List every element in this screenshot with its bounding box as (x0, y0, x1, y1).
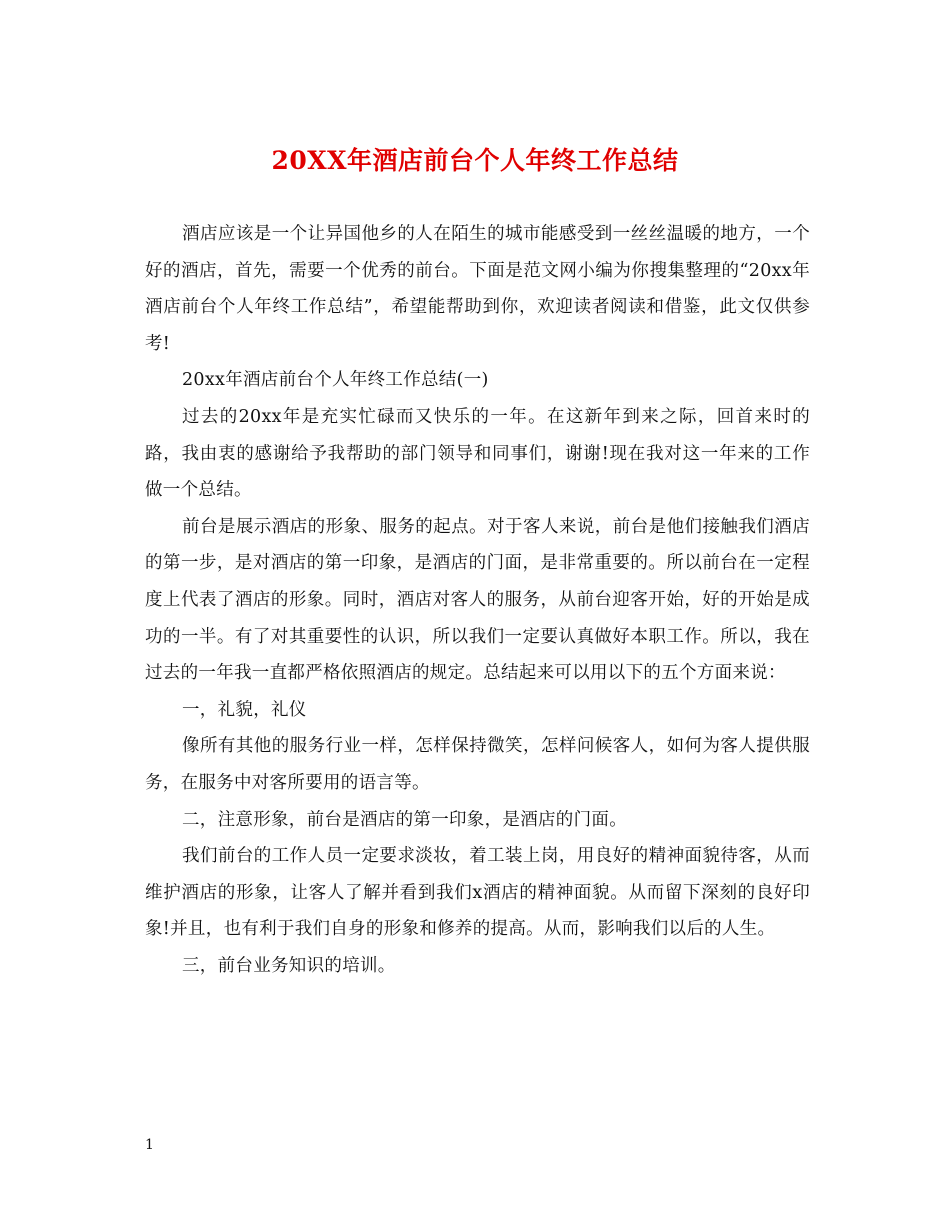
document-body (145, 216, 810, 984)
document-title: 20XX年酒店前台个人年终工作总结 (271, 146, 679, 175)
paragraph-review: 过去的20xx年是充实忙碌而又快乐的一年。在这新年到来之际，回首来时的路，我由衷的感谢给予我帮助的部门领导和同事们，谢谢!现在我对这一年来的工作做一个总结。 (145, 406, 810, 501)
paragraph-politeness: 像所有其他的服务行业一样，怎样保持微笑，怎样问候客人，如何为客人提供服务，在服务中对客所要用的语言等。 (145, 736, 810, 793)
paragraph-point-two: 二，注意形象，前台是酒店的第一印象，是酒店的门面。 (182, 809, 627, 830)
paragraph-section-heading: 20xx年酒店前台个人年终工作总结(一) (182, 370, 489, 391)
paragraph-point-one: 一，礼貌，礼仪 (182, 699, 307, 720)
paragraph-appearance: 我们前台的工作人员一定要求淡妆，着工装上岗，用良好的精神面貌待客，从而维护酒店的形象，让客人了解并看到我们x酒店的精神面貌。从而留下深刻的良好印象!并且，也有利于我们自身的形象和修养的提高。从而，影响我们以后的人生。 (145, 846, 810, 940)
page-number: 1 (145, 1137, 154, 1153)
paragraph-point-three: 三，前台业务知识的培训。 (182, 955, 396, 976)
paragraph-front-desk-role: 前台是展示酒店的形象、服务的起点。对于客人来说，前台是他们接触我们酒店的第一步，是对酒店的第一印象，是酒店的门面，是非常重要的。所以前台在一定程度上代表了酒店的形象。同时，酒店对客人的服务，从前台迎客开始，好的开始是成功的一半。有了对其重要性的认识，所以我们一定要认真做好本职工作。所以，我在过去的一年我一直都严格依照酒店的规定。总结起来可以用以下的五个方面来说： (145, 516, 810, 684)
paragraph-intro: 酒店应该是一个让异国他乡的人在陌生的城市能感受到一丝丝温暖的地方，一个好的酒店，首先，需要一个优秀的前台。下面是范文网小编为你搜集整理的“20xx年酒店前台个人年终工作总结”，希望能帮助到你，欢迎读者阅读和借鉴，此文仅供参考! (145, 224, 810, 354)
